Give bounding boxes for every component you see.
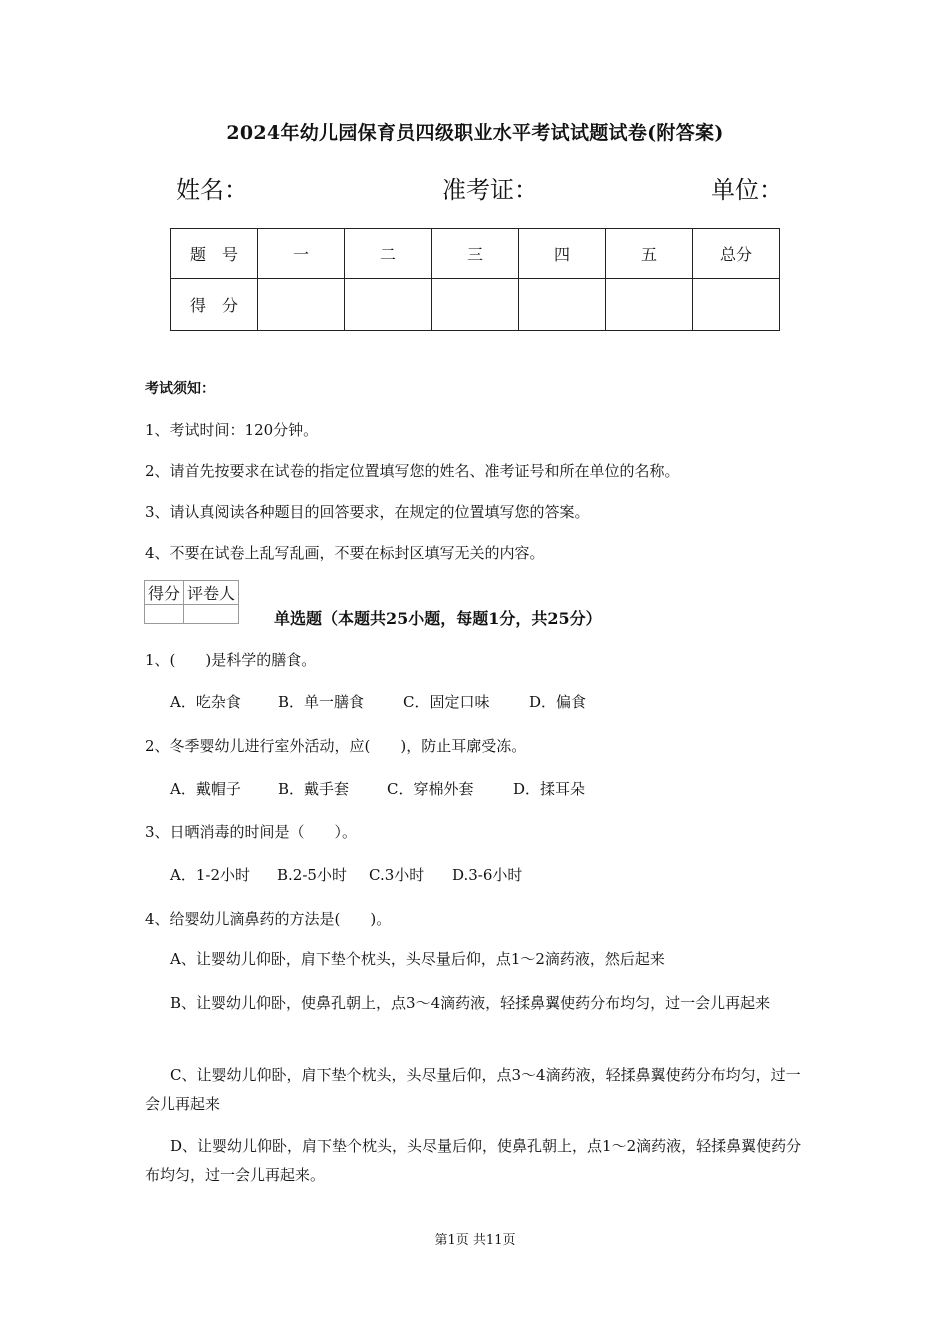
score-table-cell: 三 xyxy=(432,229,519,279)
notice-item: 4、不要在试卷上乱写乱画，不要在标封区填写无关的内容。 xyxy=(145,544,545,562)
score-input-cell[interactable] xyxy=(519,279,606,331)
option: A．1-2小时 xyxy=(170,866,250,884)
option: B．单一膳食 xyxy=(278,693,365,711)
score-table-cell: 二 xyxy=(345,229,432,279)
notice-item: 1、考试时间：120分钟。 xyxy=(145,421,319,439)
option: D．揉耳朵 xyxy=(513,780,586,798)
option: C.3小时 xyxy=(369,866,425,884)
option: A．戴帽子 xyxy=(170,780,241,798)
notice-heading: 考试须知： xyxy=(145,381,215,397)
page-footer: 第1页 共11页 xyxy=(434,1233,516,1248)
score-table-score-row xyxy=(171,279,780,331)
score-table-cell: 题 号 xyxy=(171,229,258,279)
option: B、让婴幼儿仰卧，使鼻孔朝上，点3～4滴药液，轻揉鼻翼使药分布均匀，过一会儿再起来 xyxy=(170,994,771,1012)
option: D、让婴幼儿仰卧，肩下垫个枕头，头尽量后仰，使鼻孔朝上，点1～2滴药液，轻揉鼻翼使药分布均匀，过一会儿再起来。 xyxy=(145,1137,802,1184)
grader-reviewer-cell[interactable] xyxy=(184,605,239,624)
question-text: 1、( )是科学的膳食。 xyxy=(145,651,317,669)
page-title: 2024年幼儿园保育员四级职业水平考试试题试卷(附答案) xyxy=(226,122,724,144)
option: A．吃杂食 xyxy=(170,693,241,711)
score-table-cell: 一 xyxy=(258,229,345,279)
grader-score-label: 得分 xyxy=(145,581,184,605)
score-input-cell[interactable] xyxy=(606,279,693,331)
ticket-field-label: 准考证： xyxy=(442,176,538,204)
score-table-cell: 得 分 xyxy=(171,279,258,331)
grader-reviewer-label: 评卷人 xyxy=(184,581,239,605)
section-title: 单选题（本题共25小题，每题1分，共25分） xyxy=(274,609,602,628)
option: B．戴手套 xyxy=(278,780,350,798)
score-table-cell: 四 xyxy=(519,229,606,279)
score-table-cell: 总分 xyxy=(693,229,780,279)
grader-table xyxy=(144,580,239,624)
option: A、让婴幼儿仰卧，肩下垫个枕头，头尽量后仰，点1～2滴药液，然后起来 xyxy=(170,950,665,968)
option: D．偏食 xyxy=(529,693,587,711)
notice-item: 2、请首先按要求在试卷的指定位置填写您的姓名、准考证号和所在单位的名称。 xyxy=(145,462,680,480)
option: C．固定口味 xyxy=(403,693,490,711)
score-table-header-row xyxy=(171,229,780,279)
unit-field-label: 单位： xyxy=(711,176,783,204)
option: C．穿棉外套 xyxy=(387,780,474,798)
score-input-cell[interactable] xyxy=(345,279,432,331)
score-table xyxy=(170,228,780,331)
option: C、让婴幼儿仰卧，肩下垫个枕头，头尽量后仰，点3～4滴药液，轻揉鼻翼使药分布均匀，过一会儿再起来 xyxy=(145,1066,801,1113)
grader-score-cell[interactable] xyxy=(145,605,184,624)
question-text: 3、日晒消毒的时间是（ ）。 xyxy=(145,823,358,841)
score-table-cell: 五 xyxy=(606,229,693,279)
option: D.3-6小时 xyxy=(452,866,523,884)
question-text: 2、冬季婴幼儿进行室外活动，应( )，防止耳廓受冻。 xyxy=(145,737,527,755)
score-input-cell[interactable] xyxy=(432,279,519,331)
name-field-label: 姓名： xyxy=(176,176,248,204)
score-input-cell[interactable] xyxy=(693,279,780,331)
notice-item: 3、请认真阅读各种题目的回答要求，在规定的位置填写您的答案。 xyxy=(145,503,590,521)
question-text: 4、给婴幼儿滴鼻药的方法是( )。 xyxy=(145,910,392,928)
option: B.2-5小时 xyxy=(277,866,347,884)
score-input-cell[interactable] xyxy=(258,279,345,331)
